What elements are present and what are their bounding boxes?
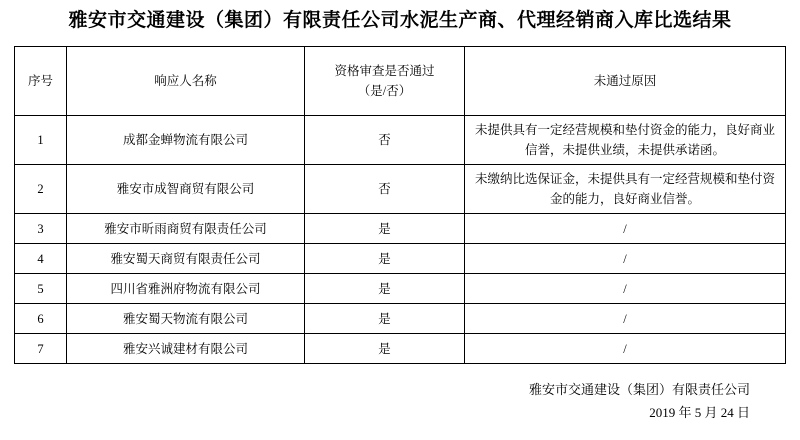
cell-qualification: 是 [305,304,465,334]
cell-sequence: 5 [15,274,67,304]
column-header-reason: 未通过原因 [465,47,786,116]
cell-name: 雅安蜀天物流有限公司 [67,304,305,334]
cell-reason: / [465,274,786,304]
column-header-qualification [305,47,465,116]
cell-reason: 未提供具有一定经营规模和垫付资金的能力，良好商业信誉，未提供业绩，未提供承诺函。 [465,116,786,165]
cell-name: 四川省雅洲府物流有限公司 [67,274,305,304]
cell-sequence: 2 [15,165,67,214]
column-header-qualification-line1: 资格审查是否通过 [334,64,435,78]
cell-reason: 未缴纳比选保证金，未提供具有一定经营规模和垫付资金的能力，良好商业信誉。 [465,165,786,214]
cell-reason: / [465,214,786,244]
cell-qualification: 否 [305,165,465,214]
table-header-row [15,47,786,116]
cell-reason: / [465,244,786,274]
table-row [15,116,786,165]
cell-reason: / [465,304,786,334]
cell-name: 雅安蜀天商贸有限责任公司 [67,244,305,274]
cell-sequence: 3 [15,214,67,244]
table-row [15,274,786,304]
table-row [15,304,786,334]
bid-results-table [14,46,786,364]
cell-reason: / [465,334,786,364]
signature-date: 2019 年 5 月 24 日 [649,405,750,420]
column-header-sequence: 序号 [15,47,67,116]
cell-sequence: 4 [15,244,67,274]
cell-sequence: 6 [15,304,67,334]
cell-name: 雅安市昕雨商贸有限责任公司 [67,214,305,244]
cell-qualification: 是 [305,274,465,304]
signature-organization: 雅安市交通建设（集团）有限责任公司 [528,382,750,397]
cell-sequence: 7 [15,334,67,364]
cell-name: 成都金蝉物流有限公司 [67,116,305,165]
cell-qualification: 否 [305,116,465,165]
page-title: 雅安市交通建设（集团）有限责任公司水泥生产商、代理经销商入库比选结果 [68,10,732,31]
cell-qualification: 是 [305,214,465,244]
cell-name: 雅安市成智商贸有限公司 [67,165,305,214]
table-row [15,334,786,364]
cell-name: 雅安兴诚建材有限公司 [67,334,305,364]
cell-sequence: 1 [15,116,67,165]
table-row [15,244,786,274]
table-row [15,214,786,244]
table-row [15,165,786,214]
column-header-name: 响应人名称 [67,47,305,116]
column-header-qualification-line2: （是/否） [357,84,412,98]
cell-qualification: 是 [305,334,465,364]
cell-qualification: 是 [305,244,465,274]
